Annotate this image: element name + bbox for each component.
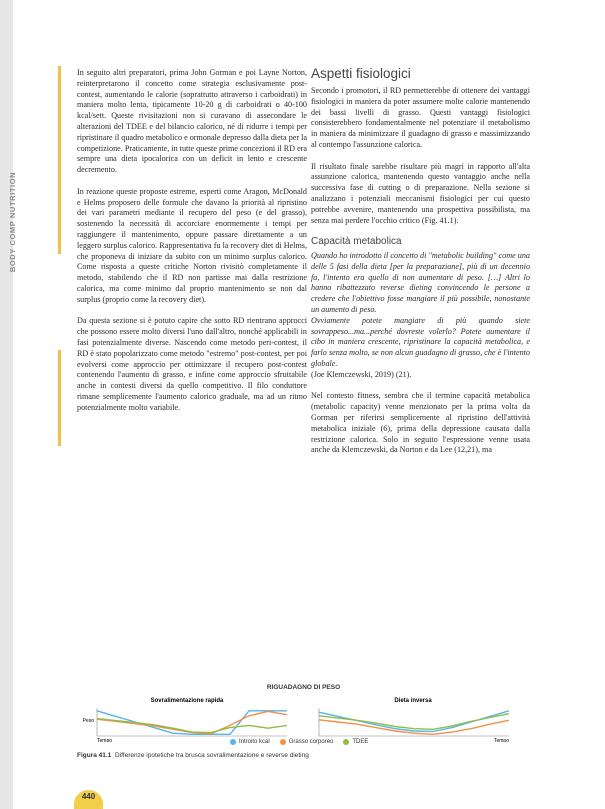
right-paragraph-3: Nel contesto fitness, sembra che il termine capacità metabolica (metabolic capacity) venne menzionato per la prima volta da Gorman per riferirsi semplicemente al ripristino dell'attività metabolica iniziale (6), prima della depressione causata dalla restrizione calorica. Solo in seguito l'espressione venne usata anche da Klemczewski, da Norton e da Lee (12,21), ma (311, 391, 530, 455)
legend-label-intake: Introito kcal (239, 739, 270, 745)
panel-title-2: Dieta inversa (394, 698, 432, 704)
y-axis-label-0: Peso (82, 718, 94, 724)
accent-bar-top (58, 66, 61, 254)
series-line-1-1 (319, 720, 509, 735)
tdee-swatch-icon (343, 739, 349, 745)
series-line-0-2 (97, 719, 287, 733)
caption-text: Differenze ipotetiche tra brusca sovralimentazione e reverse dieting (114, 752, 309, 759)
legend-label-tdee: TDEE (352, 739, 369, 745)
left-paragraph-3: Da questa sezione si è potuto capire che sotto RD rientrano approcci che possono essere molto diversi l'uno dall'altro, nonché applicabili in fasi potenzialmente diverse. Nascendo come metodo peri-contest, il RD è stato popolarizzato come metodo "estremo" post-contest, per poi evolversi come approccio per ottimizzare il recupero post-contest contenendo l'aumento di grasso, e infine come approccio sfruttabile anche in contesti diversi da quello competitivo. Il filo conduttore rimane semplicemente l'aumento calorico graduale, ma ad un ritmo potenzialmente molto variabile. (77, 316, 307, 412)
page-number: 440 (81, 792, 96, 801)
legend-item-tdee (343, 739, 368, 745)
left-paragraph-2: In reazione queste proposte estreme, esperti come Aragon, McDonald e Helms proposero delle formule che davano la priorità al ripristino dei vari parametri mediante il recupero del peso (e del grasso), sostenendo la necessità di accorciare enormemente i tempi per raggiungere il mantenimento, oppure passare direttamente a un leggero surplus calorico. Rappresentativa fu la recovery diet di Helms, che proponeva di iniziare da subito con un minimo surplus calorico. Come risposta a queste critiche Norton rivisitò completamente il metodo, stabilendo che il RD non partisse mai dalla restrizione calorica, ma come minimo dal proprio mantenimento se non dal surplus (proprio come la recovery diet). (77, 186, 307, 304)
figure-caption (77, 752, 309, 759)
right-column (311, 86, 530, 467)
legend-label-fat: Grasso corporeo (288, 739, 334, 745)
section-title: Aspetti fisiologici (311, 66, 411, 81)
legend-item-intake (230, 739, 270, 745)
subsection-title: Capacità metabolica (311, 236, 402, 248)
left-column (77, 68, 307, 424)
panel-2 (319, 708, 509, 742)
quote-paragraph-1: Quando ho introdotto il concetto di "metabolic building" come una delle 5 fasi della dieta [per la preparazione], più di un decennio fa, l'intento era quello di non aumentare di peso. […] Altri lo hanno ribattezzato reverse dieting convincendo le persone a credere che l'obiettivo fosse mangiare il più possibile, nonostante un aumento di peso. (311, 250, 530, 314)
panel-1 (83, 708, 287, 742)
intake-swatch-icon (230, 739, 236, 745)
axis-1 (319, 708, 509, 736)
quote-paragraph-2: Ovviamente potete mangiare di più quando siete sovrappeso...ma...perché dovreste volerlo? Potete aumentare il cibo in maniera crescente, ripristinare la capacità metabolica, e farlo senza molto, se non alcun guadagno di grasso, che è l'intento globale. (311, 315, 530, 368)
accent-bar-bottom (58, 350, 61, 446)
caption-label: Figura 41.1 (77, 752, 112, 759)
right-paragraph-1: Secondo i promotori, il RD permetterebbe di ottenere dei vantaggi fisiologici in maniera da poter assumere molte calorie mantenendo dei bassi livelli di grasso. Questi vantaggi fisiologici consisterebbero fondamentalmente nel potenziare il metabolismo in maniera da minimizzare il guadagno di grasso e massimizzando al contempo l'assunzione calorica. (311, 86, 530, 149)
left-paragraph-1: In seguito altri preparatori, prima John Gorman e poi Layne Norton, reinterpretarono il concetto come strategia esclusivamente post-contest, aumentando le calorie (soprattutto attraverso i carboidrati) in maniera molto lenta, tipicamente 10-20 g di carboidrati o 40-100 kcal/sett. Queste rivisitazioni non si curavano di assecondare le alterazioni del TDEE e del bilancio calorico, né di ridurre i tempi per ripristinare il quadro metabolico e ormonale depresso dalla dieta per la competizione. Praticamente, in tutte queste prime concezioni il RD era sempre una dieta ipocalorica con un deficit in lento e crescente decremento. (77, 68, 307, 175)
panel-title-1: Sovralimentazione rapida (150, 698, 224, 704)
right-paragraph-2: Il risultato finale sarebbe risultare più magri in rapporto all'alta assunzione calorica, mantenendo questo vantaggio anche nella successiva fase di cutting o di preparazione. Nella sezione si analizzano i potenziali meccanismi fisiologici per cui questo potrebbe avvenire, mantenendo una prospettiva possibilista, ma senza mai perdere l'occhio critico (Fig. 41.1). (311, 161, 530, 225)
quote-source: (Joe Klemczewski, 2019) (21). (311, 369, 412, 379)
sidebar-label: BODY COMP NUTRITION (8, 171, 17, 273)
series-line-0-1 (97, 711, 287, 733)
figure-chart (77, 692, 530, 742)
legend-item-fat (280, 739, 334, 745)
figure-title: RIGUADAGNO DI PESO (266, 684, 341, 691)
x-axis-label-1: Tempo (493, 738, 509, 742)
x-axis-label-0: Tempo (97, 738, 113, 742)
fat-swatch-icon (280, 739, 286, 745)
legend (230, 739, 368, 745)
